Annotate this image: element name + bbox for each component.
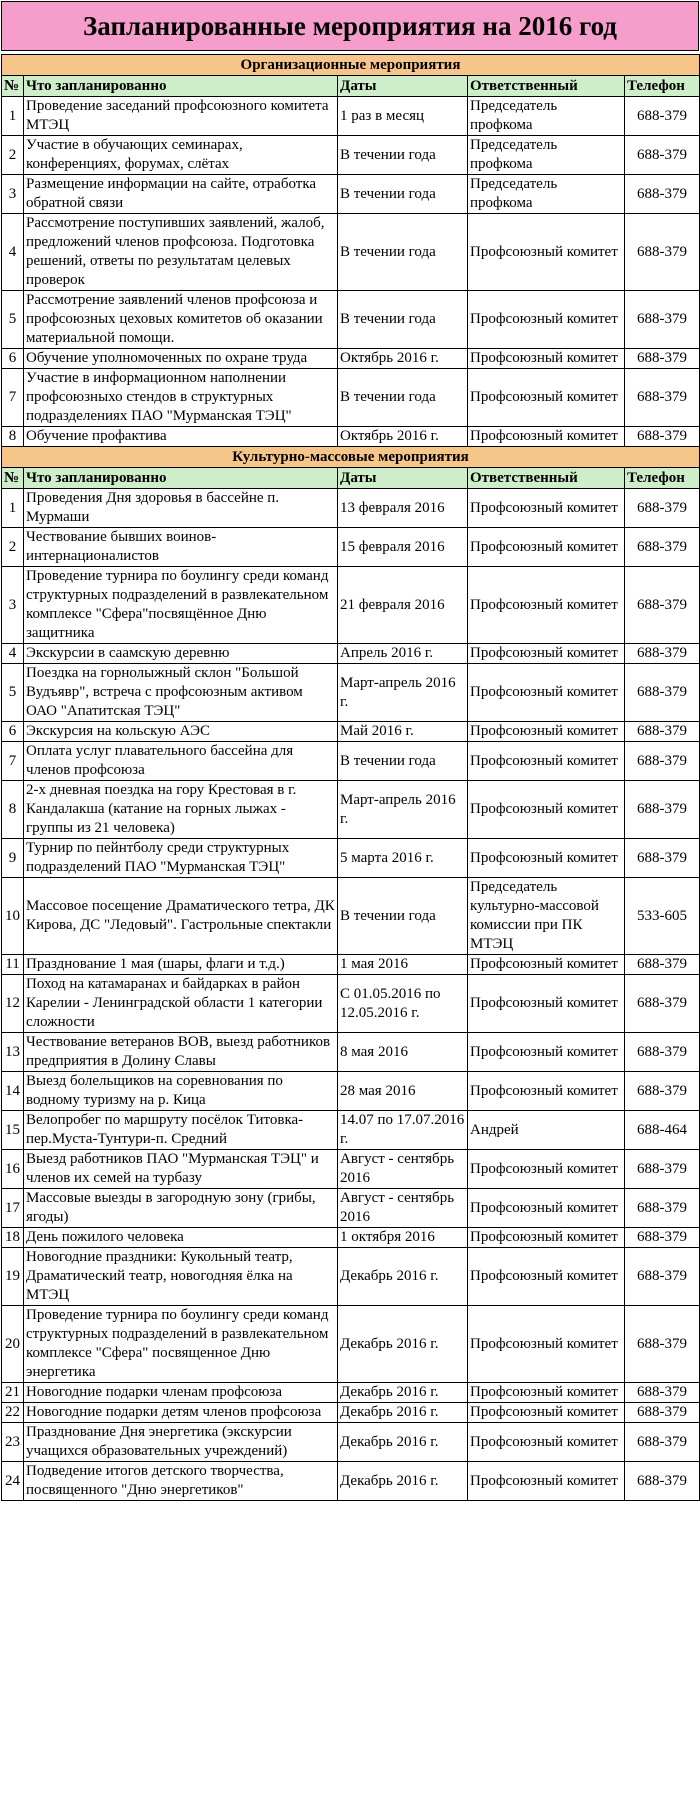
cell-responsible: Профсоюзный комитет bbox=[468, 1033, 625, 1072]
table-row bbox=[2, 1423, 700, 1462]
cell-responsible: Профсоюзный комитет bbox=[468, 722, 625, 742]
cell-phone: 688-379 bbox=[625, 664, 700, 722]
cell-number: 18 bbox=[2, 1228, 24, 1248]
cell-responsible: Профсоюзный комитет bbox=[468, 955, 625, 975]
table-row bbox=[2, 175, 700, 214]
cell-dates: 8 мая 2016 bbox=[338, 1033, 468, 1072]
cell-what: Рассмотрение заявлений членов профсоюза и профсоюзных цеховых комитетов об оказании материальной помощи. bbox=[24, 291, 338, 349]
page-title: Запланированные мероприятия на 2016 год bbox=[1, 1, 699, 51]
cell-number: 3 bbox=[2, 175, 24, 214]
table-row bbox=[2, 528, 700, 567]
cell-responsible: Профсоюзный комитет bbox=[468, 1423, 625, 1462]
cell-dates: 15 февраля 2016 bbox=[338, 528, 468, 567]
cell-dates: Декабрь 2016 г. bbox=[338, 1423, 468, 1462]
table-row bbox=[2, 489, 700, 528]
cell-responsible: Председатель культурно-массовой комиссии при ПК МТЭЦ bbox=[468, 878, 625, 955]
cell-phone: 688-379 bbox=[625, 349, 700, 369]
cell-phone: 688-379 bbox=[625, 781, 700, 839]
cell-dates: 1 мая 2016 bbox=[338, 955, 468, 975]
events-table bbox=[1, 54, 700, 1501]
cell-phone: 688-379 bbox=[625, 1189, 700, 1228]
table-row bbox=[2, 1072, 700, 1111]
cell-responsible: Профсоюзный комитет bbox=[468, 1228, 625, 1248]
cell-phone: 688-379 bbox=[625, 742, 700, 781]
cell-number: 23 bbox=[2, 1423, 24, 1462]
table-row bbox=[2, 878, 700, 955]
cell-what: Участие в обучающих семинарах, конференциях, форумах, слётах bbox=[24, 136, 338, 175]
table-row bbox=[2, 1111, 700, 1150]
cell-responsible: Профсоюзный комитет bbox=[468, 742, 625, 781]
cell-what: Размещение информации на сайте, отработка обратной связи bbox=[24, 175, 338, 214]
header-dates: Даты bbox=[338, 468, 468, 489]
cell-phone: 688-379 bbox=[625, 175, 700, 214]
cell-dates: 5 марта 2016 г. bbox=[338, 839, 468, 878]
table-row bbox=[2, 1383, 700, 1403]
cell-what: Поход на катамаранах и байдарках в район Карелии - Ленинградской области 1 категории сложности bbox=[24, 975, 338, 1033]
cell-responsible: Профсоюзный комитет bbox=[468, 528, 625, 567]
table-row bbox=[2, 369, 700, 427]
cell-what: Проведение турнира по боулингу среди команд структурных подразделений в развлекательном комплексе "Сфера" посвященное Дню энергетика bbox=[24, 1306, 338, 1383]
cell-phone: 688-379 bbox=[625, 1403, 700, 1423]
cell-dates: Декабрь 2016 г. bbox=[338, 1306, 468, 1383]
cell-dates: Декабрь 2016 г. bbox=[338, 1248, 468, 1306]
cell-phone: 688-379 bbox=[625, 1248, 700, 1306]
table-row bbox=[2, 975, 700, 1033]
cell-dates: Март-апрель 2016 г. bbox=[338, 664, 468, 722]
table-row bbox=[2, 742, 700, 781]
cell-phone: 688-379 bbox=[625, 644, 700, 664]
cell-what: Новогодние подарки детям членов профсоюза bbox=[24, 1403, 338, 1423]
cell-number: 6 bbox=[2, 722, 24, 742]
table-row bbox=[2, 427, 700, 447]
cell-dates: Декабрь 2016 г. bbox=[338, 1403, 468, 1423]
table-row bbox=[2, 1248, 700, 1306]
table-row bbox=[2, 1033, 700, 1072]
cell-responsible: Профсоюзный комитет bbox=[468, 1248, 625, 1306]
cell-phone: 688-379 bbox=[625, 839, 700, 878]
cell-what: Проведение турнира по боулингу среди команд структурных подразделений в развлекательном комплексе "Сфера"посвящённое Дню защитника bbox=[24, 567, 338, 644]
cell-dates: Октябрь 2016 г. bbox=[338, 427, 468, 447]
cell-dates: В течении года bbox=[338, 369, 468, 427]
cell-number: 17 bbox=[2, 1189, 24, 1228]
cell-number: 9 bbox=[2, 839, 24, 878]
header-number: № bbox=[2, 468, 24, 489]
cell-phone: 688-379 bbox=[625, 1150, 700, 1189]
cell-what: Обучение профактива bbox=[24, 427, 338, 447]
cell-phone: 688-379 bbox=[625, 528, 700, 567]
cell-what: Проведение заседаний профсоюзного комитета МТЭЦ bbox=[24, 97, 338, 136]
cell-what: Новогодние праздники: Кукольный театр, Драматический театр, новогодняя ёлка на МТЭЦ bbox=[24, 1248, 338, 1306]
cell-dates: Декабрь 2016 г. bbox=[338, 1462, 468, 1501]
table-row bbox=[2, 781, 700, 839]
cell-number: 4 bbox=[2, 644, 24, 664]
cell-phone: 688-379 bbox=[625, 975, 700, 1033]
table-header-row bbox=[2, 468, 700, 489]
cell-phone: 688-379 bbox=[625, 1462, 700, 1501]
cell-number: 8 bbox=[2, 781, 24, 839]
cell-dates: Апрель 2016 г. bbox=[338, 644, 468, 664]
cell-dates: 14.07 по 17.07.2016 г. bbox=[338, 1111, 468, 1150]
cell-phone: 688-379 bbox=[625, 369, 700, 427]
cell-responsible: Председатель профкома bbox=[468, 97, 625, 136]
cell-what: Чествование бывших воинов-интернационалистов bbox=[24, 528, 338, 567]
cell-number: 12 bbox=[2, 975, 24, 1033]
cell-phone: 688-379 bbox=[625, 136, 700, 175]
cell-dates: С 01.05.2016 по 12.05.2016 г. bbox=[338, 975, 468, 1033]
cell-number: 1 bbox=[2, 97, 24, 136]
cell-phone: 688-379 bbox=[625, 722, 700, 742]
cell-responsible: Профсоюзный комитет bbox=[468, 567, 625, 644]
cell-dates: Март-апрель 2016 г. bbox=[338, 781, 468, 839]
cell-responsible: Профсоюзный комитет bbox=[468, 291, 625, 349]
cell-number: 4 bbox=[2, 214, 24, 291]
cell-responsible: Председатель профкома bbox=[468, 136, 625, 175]
cell-what: Подведение итогов детского творчества, посвященного "Дню энергетиков" bbox=[24, 1462, 338, 1501]
header-responsible: Ответственный bbox=[468, 76, 625, 97]
cell-dates: 1 октября 2016 bbox=[338, 1228, 468, 1248]
cell-responsible: Профсоюзный комитет bbox=[468, 427, 625, 447]
cell-responsible: Профсоюзный комитет bbox=[468, 1072, 625, 1111]
cell-what: Рассмотрение поступивших заявлений, жалоб, предложений членов профсоюза. Подготовка решений, ответы по результатам целевых проверок bbox=[24, 214, 338, 291]
cell-what: Выезд болельщиков на соревнования по водному туризму на р. Кица bbox=[24, 1072, 338, 1111]
cell-what: Чествование ветеранов ВОВ, выезд работников предприятия в Долину Славы bbox=[24, 1033, 338, 1072]
table-row bbox=[2, 1462, 700, 1501]
header-phone: Телефон bbox=[625, 468, 700, 489]
cell-phone: 688-379 bbox=[625, 97, 700, 136]
cell-phone: 533-605 bbox=[625, 878, 700, 955]
cell-number: 14 bbox=[2, 1072, 24, 1111]
table-row bbox=[2, 349, 700, 369]
cell-number: 3 bbox=[2, 567, 24, 644]
cell-number: 7 bbox=[2, 742, 24, 781]
table-row bbox=[2, 214, 700, 291]
cell-responsible: Профсоюзный комитет bbox=[468, 839, 625, 878]
cell-what: Выезд работников ПАО "Мурманская ТЭЦ" и членов их семей на турбазу bbox=[24, 1150, 338, 1189]
cell-dates: 28 мая 2016 bbox=[338, 1072, 468, 1111]
table-row bbox=[2, 1189, 700, 1228]
cell-dates: В течении года bbox=[338, 136, 468, 175]
cell-dates: Октябрь 2016 г. bbox=[338, 349, 468, 369]
cell-phone: 688-379 bbox=[625, 427, 700, 447]
cell-number: 2 bbox=[2, 136, 24, 175]
cell-responsible: Профсоюзный комитет bbox=[468, 369, 625, 427]
section-row bbox=[2, 55, 700, 76]
table-row bbox=[2, 1306, 700, 1383]
cell-number: 5 bbox=[2, 291, 24, 349]
cell-number: 6 bbox=[2, 349, 24, 369]
cell-dates: 21 февраля 2016 bbox=[338, 567, 468, 644]
table-row bbox=[2, 1403, 700, 1423]
cell-phone: 688-379 bbox=[625, 1423, 700, 1462]
cell-dates: В течении года bbox=[338, 175, 468, 214]
cell-number: 16 bbox=[2, 1150, 24, 1189]
cell-what: Велопробег по маршруту посёлок Титовка-пер.Муста-Тунтури-п. Средний bbox=[24, 1111, 338, 1150]
cell-responsible: Председатель профкома bbox=[468, 175, 625, 214]
header-what: Что запланированно bbox=[24, 468, 338, 489]
cell-what: День пожилого человека bbox=[24, 1228, 338, 1248]
section-row bbox=[2, 447, 700, 468]
cell-responsible: Профсоюзный комитет bbox=[468, 1189, 625, 1228]
header-phone: Телефон bbox=[625, 76, 700, 97]
table-row bbox=[2, 136, 700, 175]
cell-what: Экскурсия на кольскую АЭС bbox=[24, 722, 338, 742]
cell-phone: 688-379 bbox=[625, 567, 700, 644]
table-row bbox=[2, 722, 700, 742]
cell-number: 13 bbox=[2, 1033, 24, 1072]
cell-what: Празднование 1 мая (шары, флаги и т.д.) bbox=[24, 955, 338, 975]
cell-what: Оплата услуг плавательного бассейна для членов профсоюза bbox=[24, 742, 338, 781]
cell-number: 24 bbox=[2, 1462, 24, 1501]
cell-what: Турнир по пейнтболу среди структурных подразделений ПАО "Мурманская ТЭЦ" bbox=[24, 839, 338, 878]
cell-number: 20 bbox=[2, 1306, 24, 1383]
section-title: Организационные мероприятия bbox=[2, 55, 700, 76]
table-row bbox=[2, 1228, 700, 1248]
section-title: Культурно-массовые мероприятия bbox=[2, 447, 700, 468]
cell-dates: Август - сентябрь 2016 bbox=[338, 1189, 468, 1228]
header-what: Что запланированно bbox=[24, 76, 338, 97]
cell-dates: 1 раз в месяц bbox=[338, 97, 468, 136]
cell-number: 8 bbox=[2, 427, 24, 447]
header-number: № bbox=[2, 76, 24, 97]
cell-what: Празднование Дня энергетика (экскурсии учащихся образовательных учреждений) bbox=[24, 1423, 338, 1462]
cell-phone: 688-379 bbox=[625, 1072, 700, 1111]
cell-number: 2 bbox=[2, 528, 24, 567]
cell-responsible: Профсоюзный комитет bbox=[468, 489, 625, 528]
cell-phone: 688-379 bbox=[625, 214, 700, 291]
cell-responsible: Профсоюзный комитет bbox=[468, 664, 625, 722]
table-row bbox=[2, 839, 700, 878]
cell-dates: Май 2016 г. bbox=[338, 722, 468, 742]
cell-dates: Декабрь 2016 г. bbox=[338, 1383, 468, 1403]
cell-phone: 688-379 bbox=[625, 955, 700, 975]
cell-phone: 688-464 bbox=[625, 1111, 700, 1150]
cell-phone: 688-379 bbox=[625, 291, 700, 349]
cell-what: Участие в информационном наполнении профсоюзныхо стендов в структурных подразделениях ПАО "Мурманская ТЭЦ" bbox=[24, 369, 338, 427]
table-row bbox=[2, 644, 700, 664]
cell-responsible: Профсоюзный комитет bbox=[468, 1306, 625, 1383]
cell-number: 5 bbox=[2, 664, 24, 722]
events-table-body bbox=[2, 55, 700, 1501]
cell-number: 15 bbox=[2, 1111, 24, 1150]
cell-what: Массовое посещение Драматического тетра, ДК Кирова, ДС "Ледовый". Гастрольные спектакли bbox=[24, 878, 338, 955]
cell-number: 21 bbox=[2, 1383, 24, 1403]
table-header-row bbox=[2, 76, 700, 97]
cell-number: 11 bbox=[2, 955, 24, 975]
cell-number: 22 bbox=[2, 1403, 24, 1423]
cell-what: Проведения Дня здоровья в бассейне п. Мурмаши bbox=[24, 489, 338, 528]
header-dates: Даты bbox=[338, 76, 468, 97]
cell-responsible: Андрей bbox=[468, 1111, 625, 1150]
cell-number: 1 bbox=[2, 489, 24, 528]
cell-dates: В течении года bbox=[338, 214, 468, 291]
cell-number: 7 bbox=[2, 369, 24, 427]
cell-number: 19 bbox=[2, 1248, 24, 1306]
cell-responsible: Профсоюзный комитет bbox=[468, 1383, 625, 1403]
cell-responsible: Профсоюзный комитет bbox=[468, 349, 625, 369]
cell-dates: В течении года bbox=[338, 291, 468, 349]
cell-phone: 688-379 bbox=[625, 1306, 700, 1383]
table-row bbox=[2, 1150, 700, 1189]
cell-dates: 13 февраля 2016 bbox=[338, 489, 468, 528]
table-row bbox=[2, 664, 700, 722]
table-row bbox=[2, 291, 700, 349]
cell-what: Обучение уполномоченных по охране труда bbox=[24, 349, 338, 369]
cell-responsible: Профсоюзный комитет bbox=[468, 1462, 625, 1501]
cell-what: Новогодние подарки членам профсоюза bbox=[24, 1383, 338, 1403]
cell-dates: В течении года bbox=[338, 878, 468, 955]
cell-responsible: Профсоюзный комитет bbox=[468, 1403, 625, 1423]
header-responsible: Ответственный bbox=[468, 468, 625, 489]
table-row bbox=[2, 567, 700, 644]
cell-phone: 688-379 bbox=[625, 1228, 700, 1248]
table-row bbox=[2, 97, 700, 136]
cell-dates: В течении года bbox=[338, 742, 468, 781]
cell-responsible: Профсоюзный комитет bbox=[468, 214, 625, 291]
cell-what: 2-х дневная поездка на гору Крестовая в г. Кандалакша (катание на горных лыжах - группы из 21 человека) bbox=[24, 781, 338, 839]
cell-what: Поездка на горнолыжный склон "Большой Вудъявр", встреча с профсоюзным активом ОАО "Апатитская ТЭЦ" bbox=[24, 664, 338, 722]
cell-phone: 688-379 bbox=[625, 1383, 700, 1403]
cell-responsible: Профсоюзный комитет bbox=[468, 644, 625, 664]
cell-number: 10 bbox=[2, 878, 24, 955]
cell-dates: Август - сентябрь 2016 bbox=[338, 1150, 468, 1189]
table-row bbox=[2, 955, 700, 975]
cell-what: Массовые выезды в загородную зону (грибы, ягоды) bbox=[24, 1189, 338, 1228]
cell-phone: 688-379 bbox=[625, 489, 700, 528]
cell-responsible: Профсоюзный комитет bbox=[468, 975, 625, 1033]
cell-phone: 688-379 bbox=[625, 1033, 700, 1072]
cell-what: Экскурсии в саамскую деревню bbox=[24, 644, 338, 664]
cell-responsible: Профсоюзный комитет bbox=[468, 781, 625, 839]
cell-responsible: Профсоюзный комитет bbox=[468, 1150, 625, 1189]
